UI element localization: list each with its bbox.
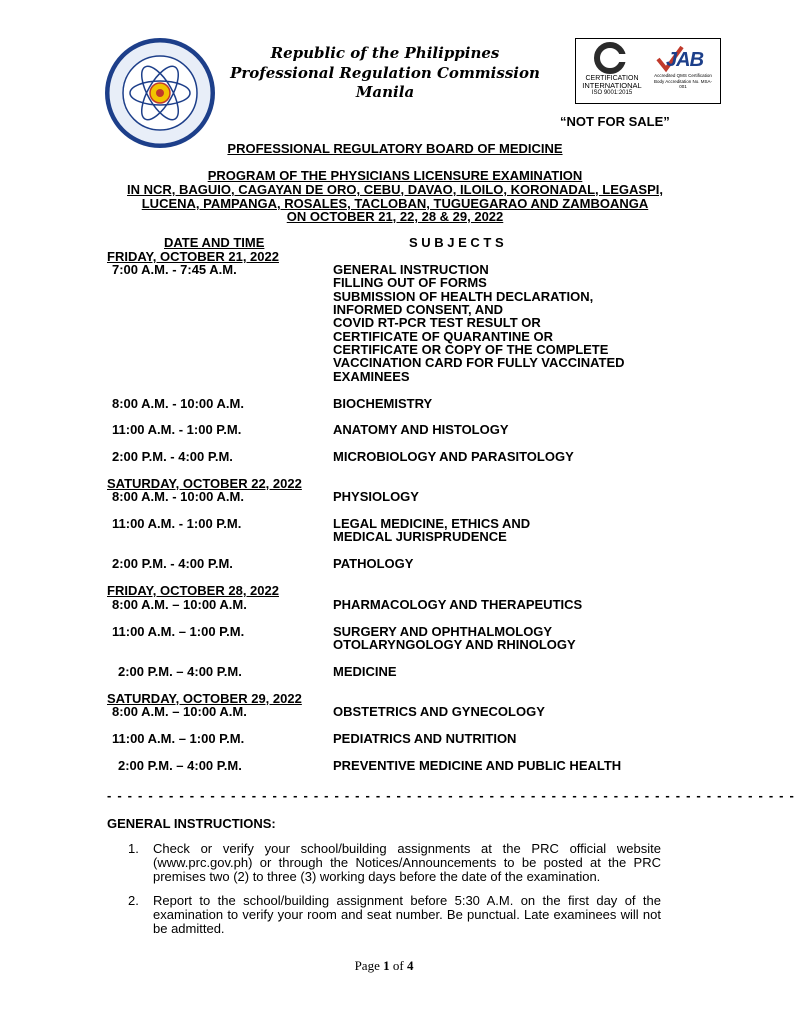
schedule-subject: EXAMINEES <box>333 369 410 384</box>
schedule-subject: COVID RT-PCR TEST RESULT OR <box>333 315 541 330</box>
certification-box <box>575 38 721 104</box>
schedule-subject: PHARMACOLOGY AND THERAPEUTICS <box>333 597 583 612</box>
cert-text-3: ISO 9001:2015 <box>591 90 633 96</box>
schedule-subject: ANATOMY AND HISTOLOGY <box>333 422 509 437</box>
schedule-time: 8:00 A.M. - 10:00 A.M. <box>112 489 244 504</box>
day-heading: FRIDAY, OCTOBER 28, 2022 <box>107 583 279 598</box>
schedule-subject: MEDICINE <box>333 664 397 679</box>
day-heading: SATURDAY, OCTOBER 22, 2022 <box>107 476 302 491</box>
program-line-4: ON OCTOBER 21, 22, 28 & 29, 2022 <box>286 209 504 224</box>
cert-text-2: INTERNATIONAL <box>582 81 642 90</box>
schedule-subject: SUBMISSION OF HEALTH DECLARATION, <box>333 289 594 304</box>
schedule-subject: CERTIFICATE OF QUARANTINE OR <box>333 329 554 344</box>
header-republic: Republic of the Philippines <box>270 44 500 62</box>
program-line-2: IN NCR, BAGUIO, CAGAYAN DE ORO, CEBU, DAVAO, ILOILO, KORONADAL, LEGASPI, <box>127 182 663 197</box>
schedule-subject: VACCINATION CARD FOR FULLY VACCINATED <box>333 355 625 370</box>
schedule-subject: MICROBIOLOGY AND PARASITOLOGY <box>333 449 574 464</box>
jab-logo-text: JAB <box>666 49 704 71</box>
schedule-time: 11:00 A.M. – 1:00 P.M. <box>112 624 245 639</box>
section-separator: - - - - - - - - - - - - - - - - - - - - - - - - - - - - - - - - - - - - - - - - - - - - - - - - - - - - - - - - - - - - - - - - - - - <box>107 788 795 803</box>
schedule-subject: SURGERY AND OPHTHALMOLOGY <box>333 624 553 639</box>
footer-page-number: 1 <box>383 958 390 973</box>
schedule-subject: FILLING OUT OF FORMS <box>333 275 487 290</box>
schedule-subject: PHYSIOLOGY <box>333 489 419 504</box>
schedule-subject: LEGAL MEDICINE, ETHICS AND <box>333 516 531 531</box>
schedule-time: 2:00 P.M. - 4:00 P.M. <box>112 556 233 571</box>
instruction-number: 2. <box>128 893 139 908</box>
schedule-time: 8:00 A.M. – 10:00 A.M. <box>112 597 247 612</box>
header-prc: Professional Regulation Commission <box>230 64 540 82</box>
schedule-time: 2:00 P.M. – 4:00 P.M. <box>118 664 242 679</box>
cert-accreditation-small: Accredited QMS Certification Body Accreditation No. MSA-001 <box>653 73 713 89</box>
schedule-time: 2:00 P.M. - 4:00 P.M. <box>112 449 233 464</box>
col-header-date-time: DATE AND TIME <box>164 235 265 250</box>
day-heading: FRIDAY, OCTOBER 21, 2022 <box>107 249 279 264</box>
footer-of-word: of <box>392 958 404 973</box>
schedule-subject: BIOCHEMISTRY <box>333 396 433 411</box>
schedule-time: 8:00 A.M. – 10:00 A.M. <box>112 704 247 719</box>
header-manila: Manila <box>355 83 415 101</box>
schedule-subject: INFORMED CONSENT, AND <box>333 302 503 317</box>
page-footer <box>0 958 768 974</box>
schedule-subject: PATHOLOGY <box>333 556 414 571</box>
jab-logo <box>652 43 716 73</box>
schedule-time: 11:00 A.M. – 1:00 P.M. <box>112 731 245 746</box>
program-line-3: LUCENA, PAMPANGA, ROSALES, TACLOBAN, TUGUEGARAO AND ZAMBOANGA <box>141 196 649 211</box>
schedule-subject: CERTIFICATE OR COPY OF THE COMPLETE <box>333 342 609 357</box>
general-instructions-title: GENERAL INSTRUCTIONS: <box>107 816 276 831</box>
instruction-number: 1. <box>128 841 139 856</box>
schedule-subject: OBSTETRICS AND GYNECOLOGY <box>333 704 545 719</box>
certification-ring-icon <box>590 41 630 75</box>
schedule-time: 2:00 P.M. – 4:00 P.M. <box>118 758 242 773</box>
schedule-time: 7:00 A.M. - 7:45 A.M. <box>112 262 237 277</box>
instruction-text: Check or verify your school/building assignments at the PRC official website (www.prc.gov.ph) or through the Notices/Announcements to be posted at the PRC premises two (2) to three (3) working days before the date of the examination. <box>153 841 661 884</box>
day-heading: SATURDAY, OCTOBER 29, 2022 <box>107 691 302 706</box>
schedule-subject: PREVENTIVE MEDICINE AND PUBLIC HEALTH <box>333 758 622 773</box>
schedule-subject: GENERAL INSTRUCTION <box>333 262 489 277</box>
footer-page-word: Page <box>354 958 380 973</box>
footer-total-pages: 4 <box>406 958 414 973</box>
schedule-subject: PEDIATRICS AND NUTRITION <box>333 731 517 746</box>
not-for-sale: “NOT FOR SALE” <box>560 114 670 129</box>
program-line-1: PROGRAM OF THE PHYSICIANS LICENSURE EXAMINATION <box>207 168 583 183</box>
schedule-time: 11:00 A.M. - 1:00 P.M. <box>112 422 242 437</box>
schedule-subject: MEDICAL JURISPRUDENCE <box>333 529 507 544</box>
cert-text-1: CERTIFICATION <box>585 75 639 82</box>
schedule-subject: OTOLARYNGOLOGY AND RHINOLOGY <box>333 637 576 652</box>
board-title: PROFESSIONAL REGULATORY BOARD OF MEDICINE <box>227 141 563 156</box>
schedule-time: 8:00 A.M. - 10:00 A.M. <box>112 396 244 411</box>
col-header-subjects: S U B J E C T S <box>409 235 504 250</box>
instruction-text: Report to the school/building assignment before 5:30 A.M. on the first day of the examination to verify your room and seat number. Be punctual. Late examinees will not be admitted. <box>153 893 661 936</box>
schedule-time: 11:00 A.M. - 1:00 P.M. <box>112 516 242 531</box>
